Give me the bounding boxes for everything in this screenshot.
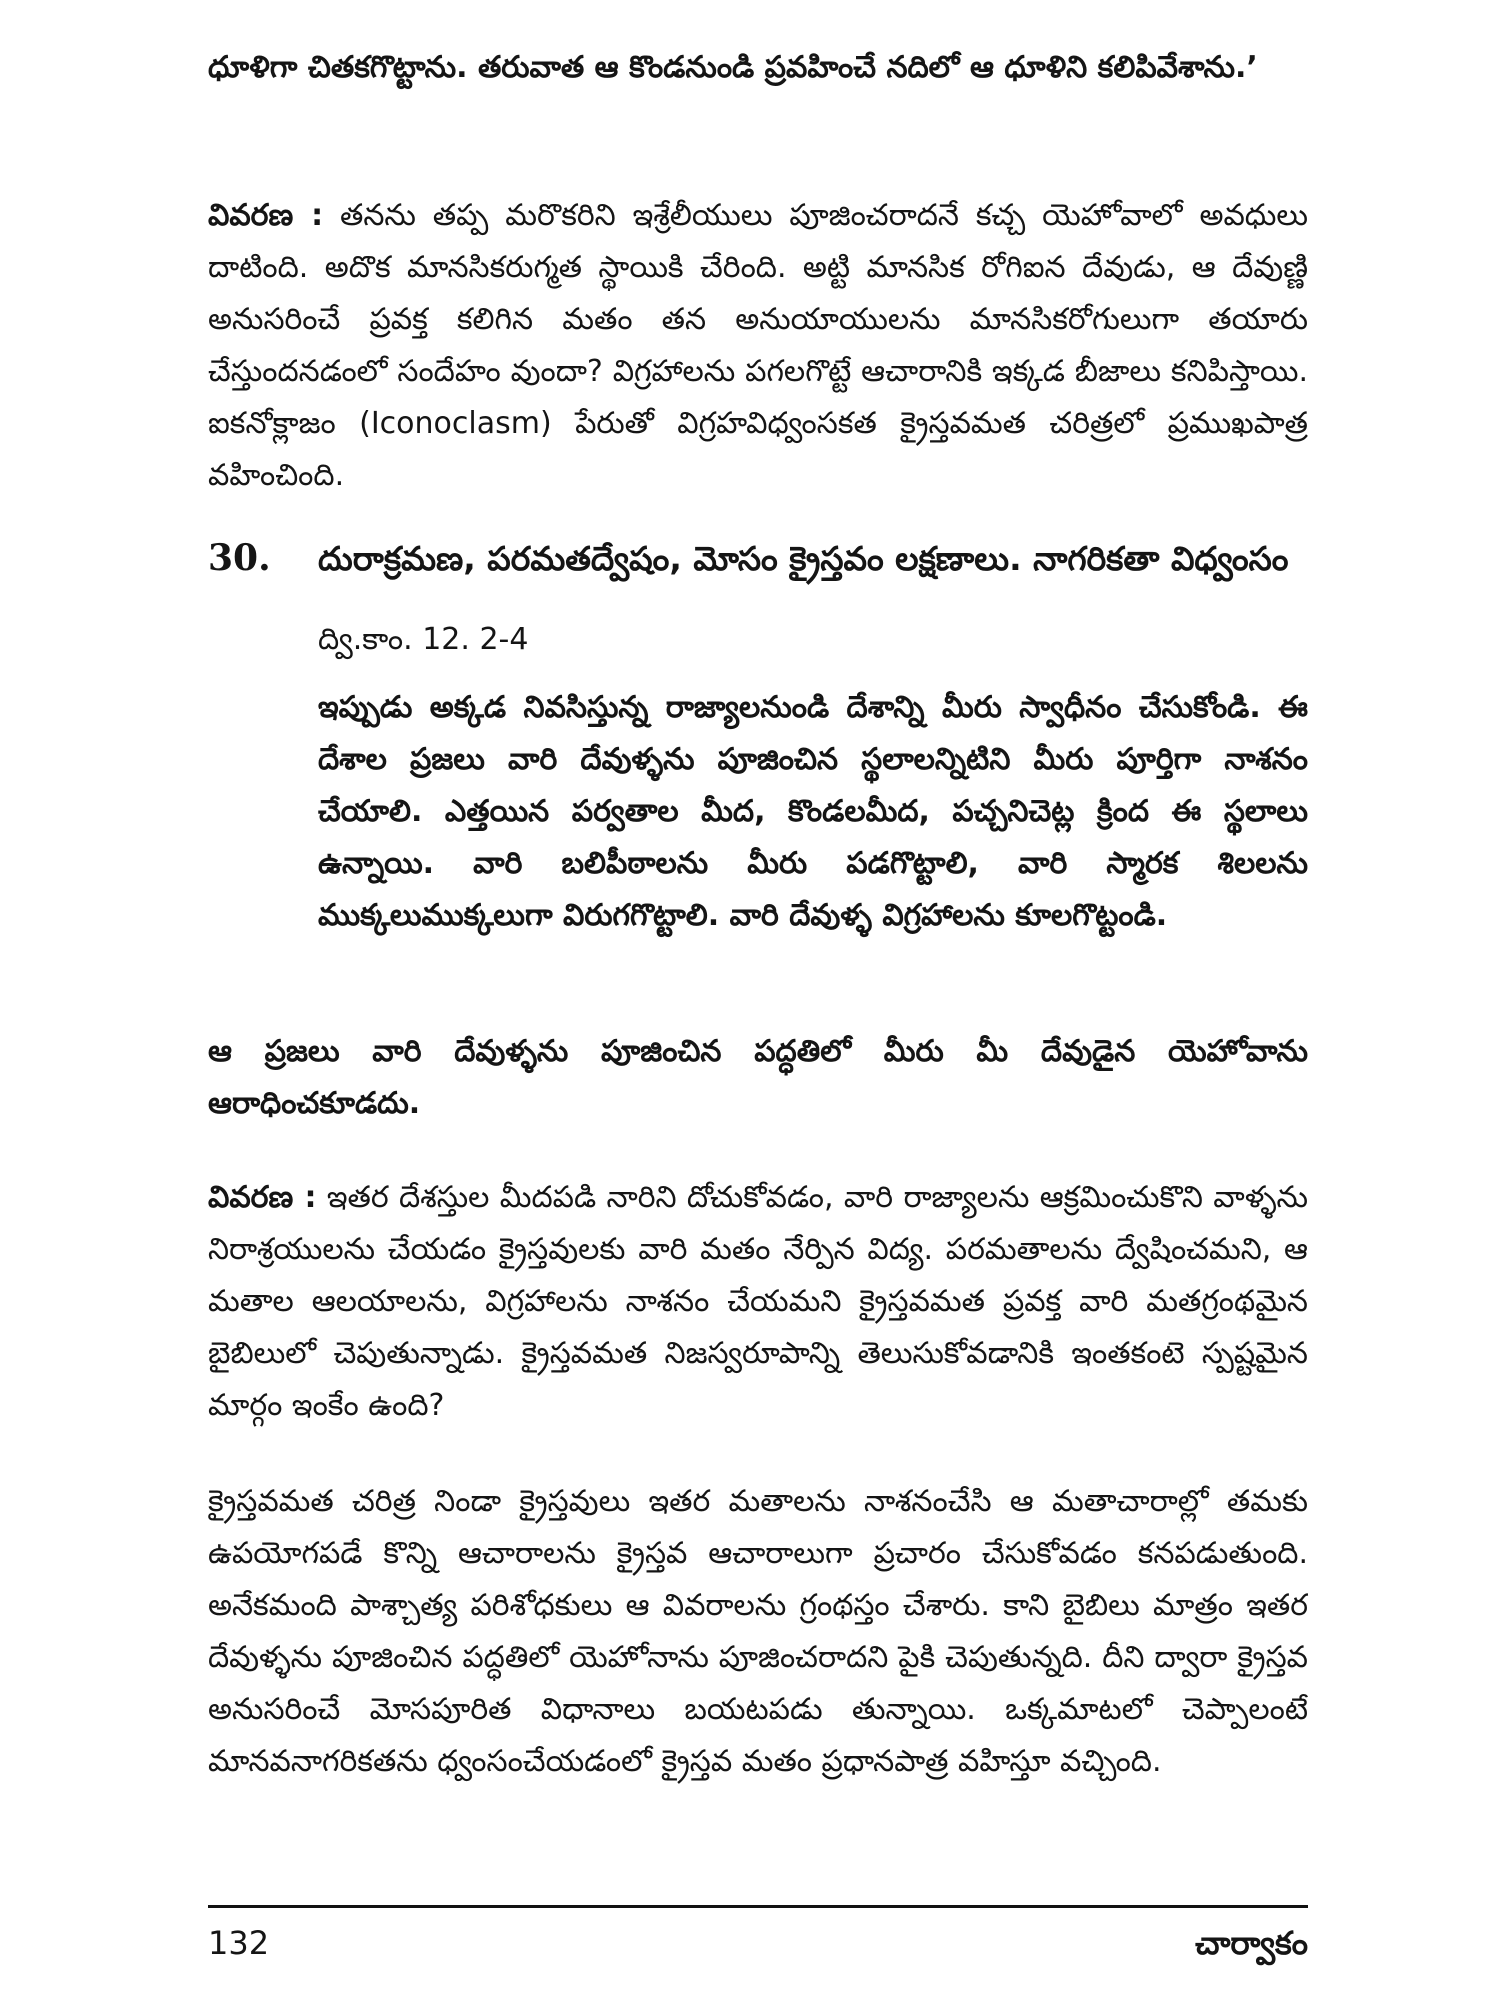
section-number: 30.: [208, 537, 271, 579]
paragraph-2: [208, 190, 1308, 502]
section-title: దురాక్రమణ, పరమతద్వేషం, మోసం క్రైస్తవం లక్షణాలు. నాగరికతా విధ్వంసం: [318, 539, 1289, 578]
paragraph-2-label: వివరణ :: [208, 198, 324, 233]
paragraph-4-label: వివరణ :: [208, 1180, 317, 1215]
paragraph-5: క్రైస్తవమత చరిత్ర నిండా క్రైస్తవులు ఇతర మతాలను నాశనంచేసి ఆ మతాచారాల్లో తమకు ఉపయోగపడే కొన్ని ఆచారాలను క్రైస్తవ ఆచారాలుగా ప్రచారం చేసుకోవడం కనపడుతుంది. అనేకమంది పాశ్చాత్య పరిశోధకులు ఆ వివరాలను గ్రంథస్తం చేశారు. కాని బైబిలు మాత్రం ఇతర దేవుళ్ళను పూజించిన పద్ధతిలో యెహోనాను పూజించరాదని పైకి చెపుతున్నది. దీని ద్వారా క్రైస్తవ అనుసరించే మోసపూరిత విధానాలు బయటపడు తున్నాయి. ఒక్కమాటలో చెప్పాలంటే మానవనాగరికతను ధ్వంసంచేయడంలో క్రైస్తవ మతం ప్రధానపాత్ర వహిస్తూ వచ్చింది.: [208, 1484, 1308, 1779]
scripture-reference: ద్వి.కాం. 12. 2-4: [318, 622, 529, 657]
page-number: 132: [208, 1924, 270, 1962]
book-title: చార్వాకం: [1195, 1924, 1308, 1962]
footer-divider: [208, 1905, 1308, 1908]
paragraph-2-text: తనను తప్ప మరొకరిని ఇశ్రేలీయులు పూజించరాదనే కచ్చ యెహోవాలో అవధులు దాటింది. అదొక మానసికరుగ్మత స్థాయికి చేరింది. అట్టి మానసిక రోగిఐన దేవుడు, ఆ దేవుణ్ణి అనుసరించే ప్రవక్త కలిగిన మతం తన అనుయాయులను మానసికరోగులుగా తయారు చేస్తుందనడంలో సందేహం వుందా? విగ్రహాలను పగలగొట్టే ఆచారానికి ఇక్కడ బీజాలు కనిపిస్తాయి. ఐకనోక్లాజం (Iconoclasm) పేరుతో విగ్రహవిధ్వంసకత క్రైస్తవమత చరిత్రలో ప్రముఖపాత్ర వహించింది.: [208, 198, 1308, 493]
scripture-quote: ఇప్పుడు అక్కడ నివసిస్తున్న రాజ్యాలనుండి దేశాన్ని మీరు స్వాధీనం చేసుకోండి. ఈ దేశాల ప్రజలు వారి దేవుళ్ళను పూజించిన స్థలాలన్నిటిని మీరు పూర్తిగా నాశనం చేయాలి. ఎత్తయిన పర్వతాల మీద, కొండలమీద, పచ్చనిచెట్ల క్రింద ఈ స్థలాలు ఉన్నాయి. వారి బలిపీఠాలను మీరు పడగొట్టాలి, వారి స్మారక శిలలను ముక్కలుముక్కలుగా విరుగగొట్టాలి. వారి దేవుళ్ళ విగ్రహాలను కూలగొట్టండి.: [318, 690, 1308, 933]
scripture-quote-continued: ఆ ప్రజలు వారి దేవుళ్ళను పూజించిన పద్ధతిలో మీరు మీ దేవుడైన యెహోవాను ఆరాధించకూడదు.: [208, 1034, 1308, 1121]
section-heading: [208, 532, 1308, 585]
paragraph-4: [208, 1172, 1308, 1432]
paragraph-1: ధూళిగా చితకగొట్టాను. తరువాత ఆ కొండనుండి ప్రవహించే నదిలో ఆ ధూళిని కలిపివేశాను.’: [208, 50, 1258, 85]
paragraph-4-text: ఇతర దేశస్తుల మీదపడి నారిని దోచుకోవడం, వారి రాజ్యాలను ఆక్రమించుకొని వాళ్ళను నిరాశ్రయులను చేయడం క్రైస్తవులకు వారి మతం నేర్పిన విద్య. పరమతాలను ద్వేషించమని, ఆ మతాల ఆలయాలను, విగ్రహాలను నాశనం చేయమని క్రైస్తవమత ప్రవక్త వారి మతగ్రంథమైన బైబిలులో చెపుతున్నాడు. క్రైస్తవమత నిజస్వరూపాన్ని తెలుసుకోవడానికి ఇంతకంటె స్పష్టమైన మార్గం ఇంకేం ఉంది?: [208, 1180, 1309, 1423]
